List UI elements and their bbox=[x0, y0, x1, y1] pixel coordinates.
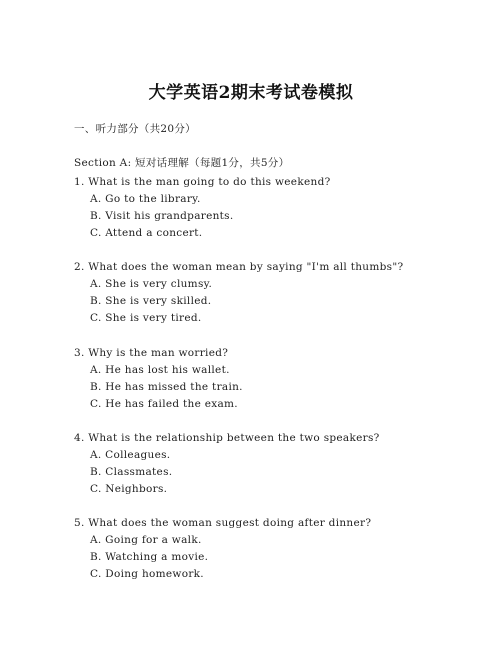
question-5-option-c: C. Doing homework. bbox=[90, 568, 204, 580]
question-2-option-a: A. She is very clumsy. bbox=[90, 278, 213, 290]
question-3-option-b: B. He has missed the train. bbox=[90, 381, 243, 393]
question-stem-5: 5. What does the woman suggest doing after dinner? bbox=[74, 517, 372, 529]
question-3-option-c: C. He has failed the exam. bbox=[90, 398, 238, 410]
question-1-option-b: B. Visit his grandparents. bbox=[90, 210, 234, 222]
question-4-option-b: B. Classmates. bbox=[90, 466, 173, 478]
question-stem-1: 1. What is the man going to do this weekend? bbox=[74, 176, 331, 188]
question-stem-4: 4. What is the relationship between the two speakers? bbox=[74, 432, 380, 444]
question-5-option-a: A. Going for a walk. bbox=[90, 534, 202, 546]
question-2-option-b: B. She is very skilled. bbox=[90, 295, 212, 307]
question-5-option-b: B. Watching a movie. bbox=[90, 551, 209, 563]
section-heading: Section A: 短对话理解（每题1分，共5分） bbox=[74, 157, 290, 169]
question-1-option-a: A. Go to the library. bbox=[90, 193, 201, 205]
question-3-option-a: A. He has lost his wallet. bbox=[90, 364, 230, 376]
question-stem-3: 3. Why is the man worried? bbox=[74, 347, 229, 359]
part-heading: 一、听力部分（共20分） bbox=[74, 123, 196, 135]
question-4-option-c: C. Neighbors. bbox=[90, 483, 168, 495]
question-stem-2: 2. What does the woman mean by saying "I'm all thumbs"? bbox=[74, 261, 404, 273]
question-4-option-a: A. Colleagues. bbox=[90, 449, 171, 461]
question-1-option-c: C. Attend a concert. bbox=[90, 227, 203, 239]
page-title: 大学英语2期末考试卷模拟 bbox=[148, 83, 354, 103]
question-2-option-c: C. She is very tired. bbox=[90, 312, 202, 324]
